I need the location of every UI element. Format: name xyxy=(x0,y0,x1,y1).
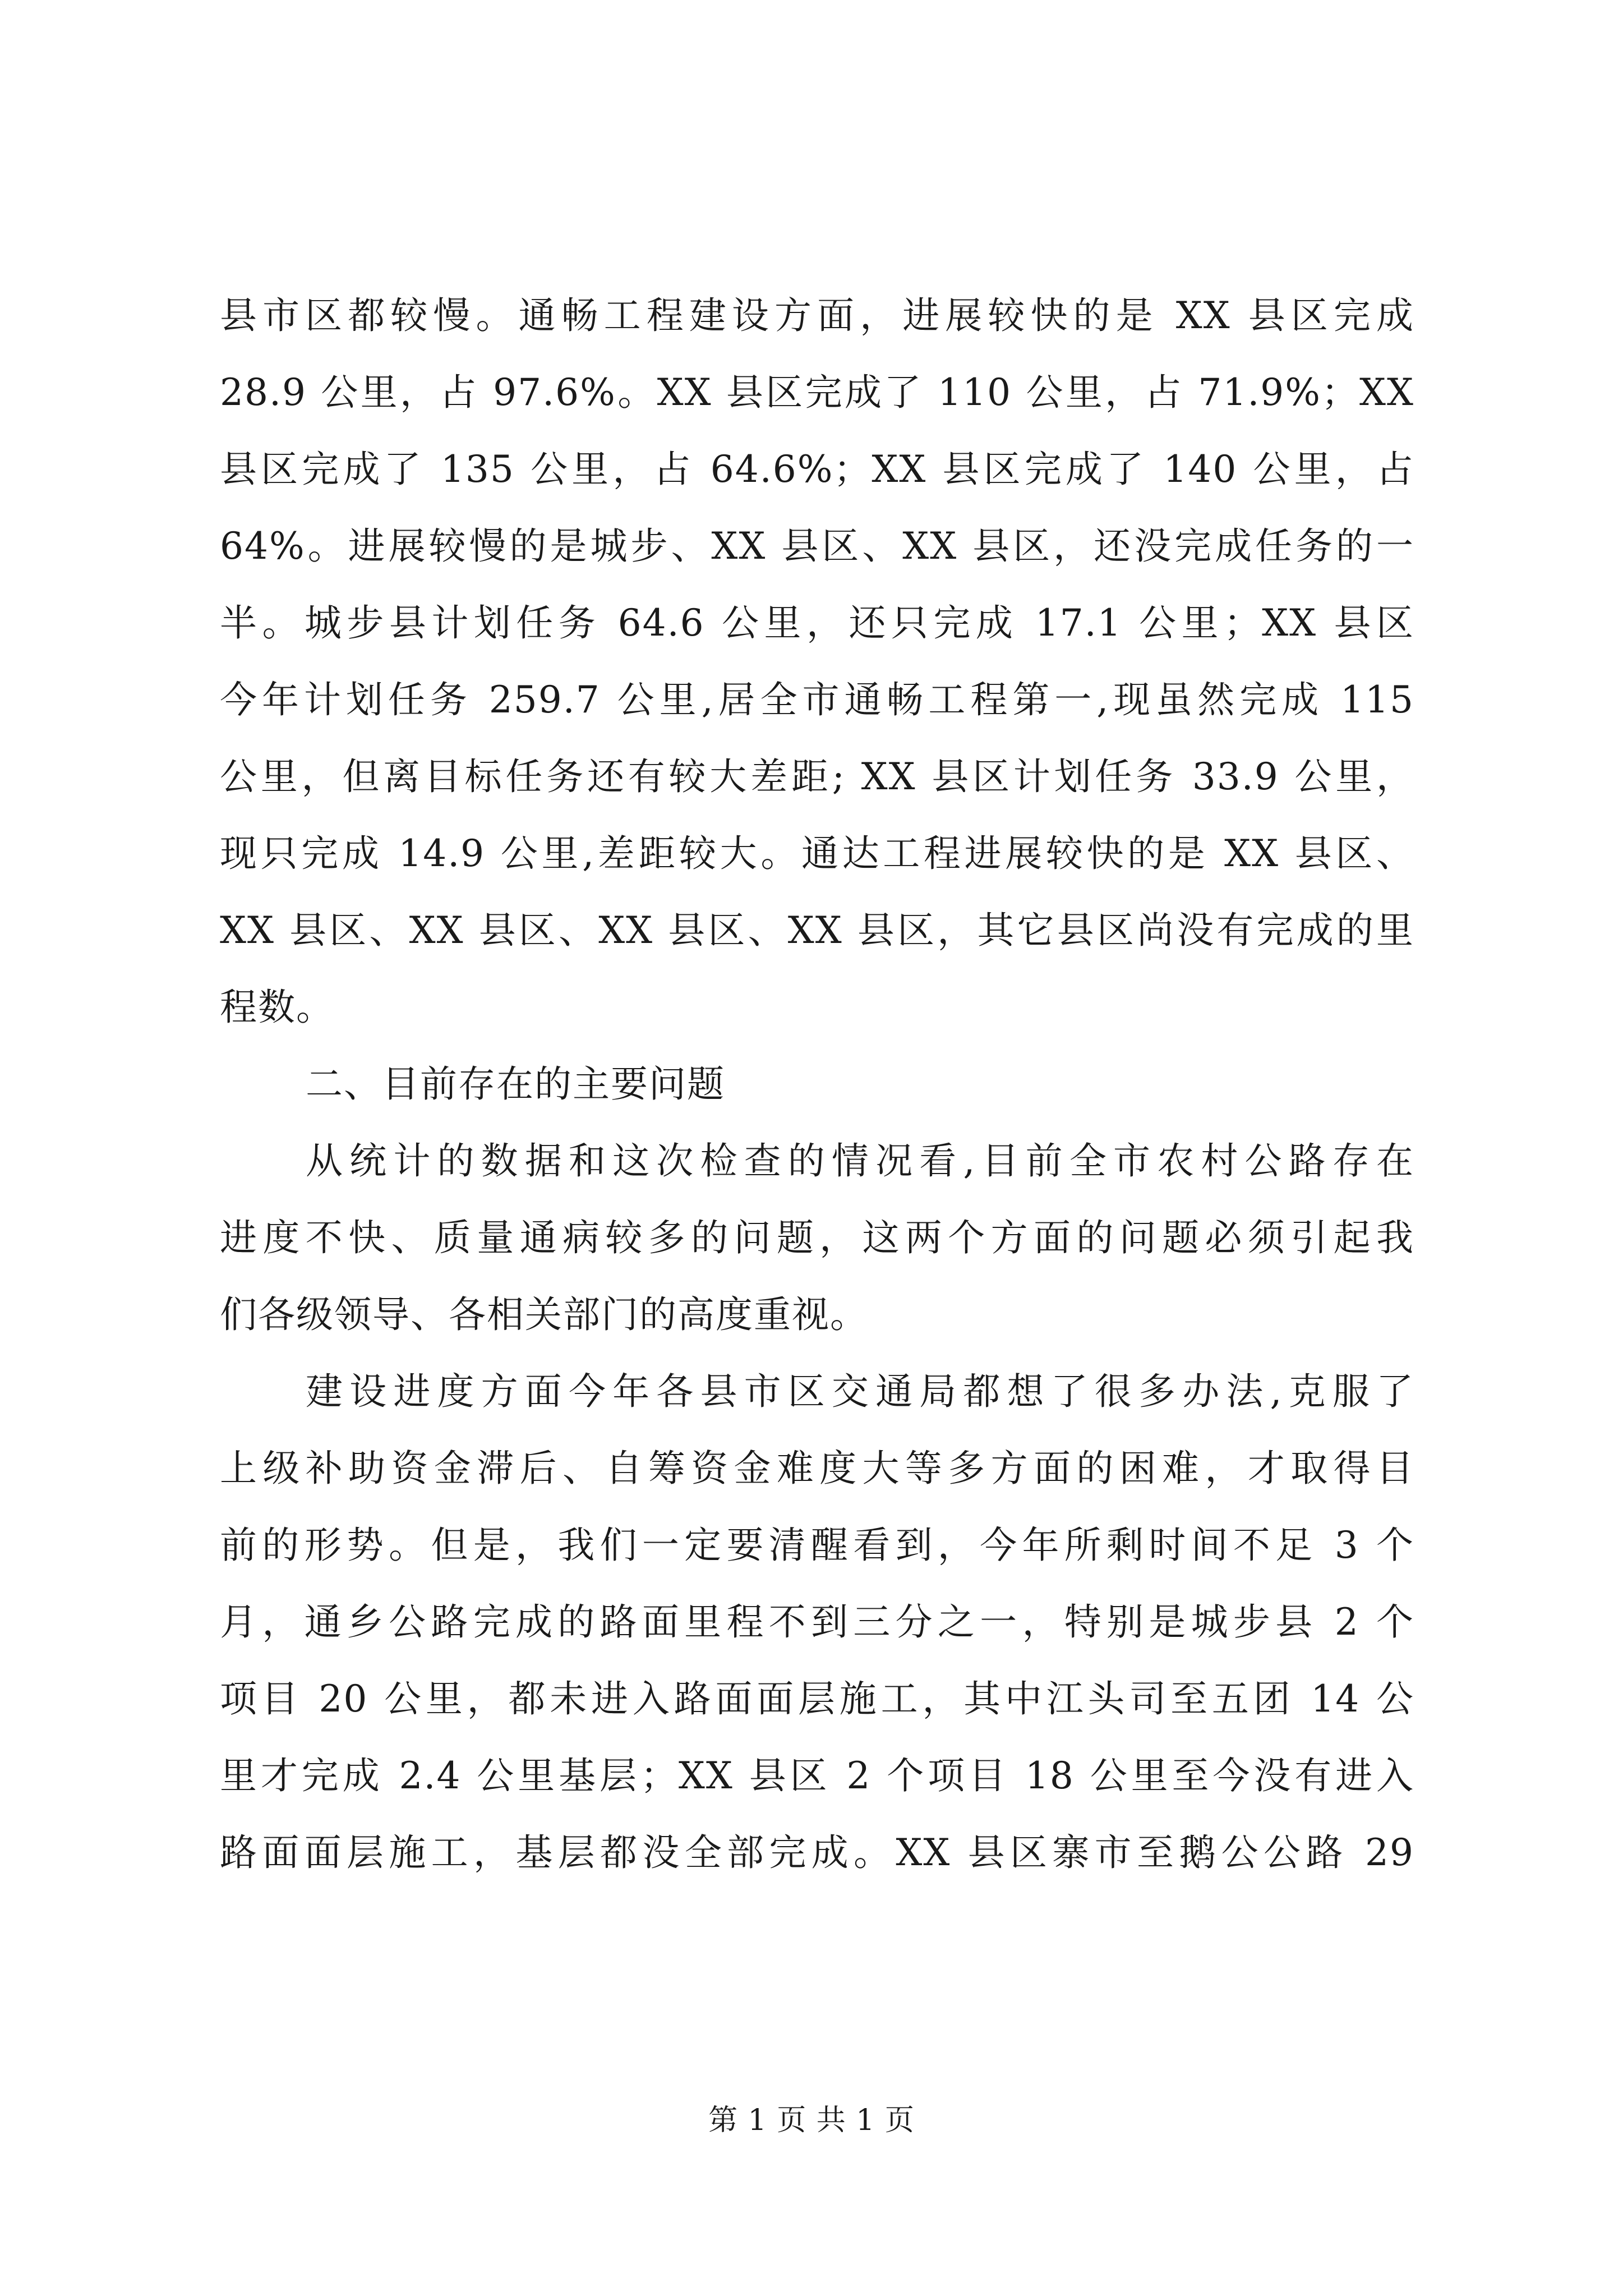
text-line-1: 县市区都较慢。通畅工程建设方面，进展较快的是 XX 县区完成 xyxy=(220,294,1414,337)
page-footer: 第 1 页 共 1 页 xyxy=(708,2104,915,2137)
text-line-14: 们各级领导、各相关部门的高度重视。 xyxy=(220,1293,868,1336)
text-line-5: 半。城步县计划任务 64.6 公里，还只完成 17.1 公里；XX 县区 xyxy=(220,601,1414,645)
text-line-10: 程数。 xyxy=(220,986,334,1029)
text-line-2: 28.9 公里，占 97.6%。XX 县区完成了 110 公里，占 71.9%；XX xyxy=(220,371,1414,414)
text-line-12: 从统计的数据和这次检查的情况看,目前全市农村公路存在 xyxy=(306,1139,1414,1182)
text-line-4: 64%。进展较慢的是城步、XX 县区、XX 县区，还没完成任务的一 xyxy=(220,524,1414,568)
text-line-16: 上级补助资金滞后、自筹资金难度大等多方面的困难，才取得目 xyxy=(220,1447,1414,1490)
text-line-13: 进度不快、质量通病较多的问题，这两个方面的问题必须引起我 xyxy=(220,1216,1414,1259)
text-line-18: 月，通乡公路完成的路面里程不到三分之一，特别是城步县 2 个 xyxy=(220,1600,1414,1644)
text-line-20: 里才完成 2.4 公里基层；XX 县区 2 个项目 18 公里至今没有进入 xyxy=(220,1754,1414,1797)
text-line-9: XX 县区、XX 县区、XX 县区、XX 县区，其它县区尚没有完成的里 xyxy=(220,909,1414,952)
text-line-8: 现只完成 14.9 公里,差距较大。通达工程进展较快的是 XX 县区、 xyxy=(220,832,1414,875)
text-line-15: 建设进度方面今年各县市区交通局都想了很多办法,克服了 xyxy=(306,1370,1414,1413)
text-line-6: 今年计划任务 259.7 公里,居全市通畅工程第一,现虽然完成 115 xyxy=(220,678,1414,721)
text-line-21: 路面面层施工，基层都没全部完成。XX 县区寨市至鹅公公路 29 xyxy=(220,1831,1414,1874)
text-line-19: 项目 20 公里，都未进入路面面层施工，其中江头司至五团 14 公 xyxy=(220,1677,1414,1720)
section-heading: 二、目前存在的主要问题 xyxy=(306,1062,725,1106)
text-line-17: 前的形势。但是，我们一定要清醒看到，今年所剩时间不足 3 个 xyxy=(220,1524,1414,1567)
text-line-7: 公里，但离目标任务还有较大差距; XX 县区计划任务 33.9 公里， xyxy=(220,755,1414,798)
text-line-3: 县区完成了 135 公里，占 64.6%；XX 县区完成了 140 公里，占 xyxy=(220,448,1414,491)
